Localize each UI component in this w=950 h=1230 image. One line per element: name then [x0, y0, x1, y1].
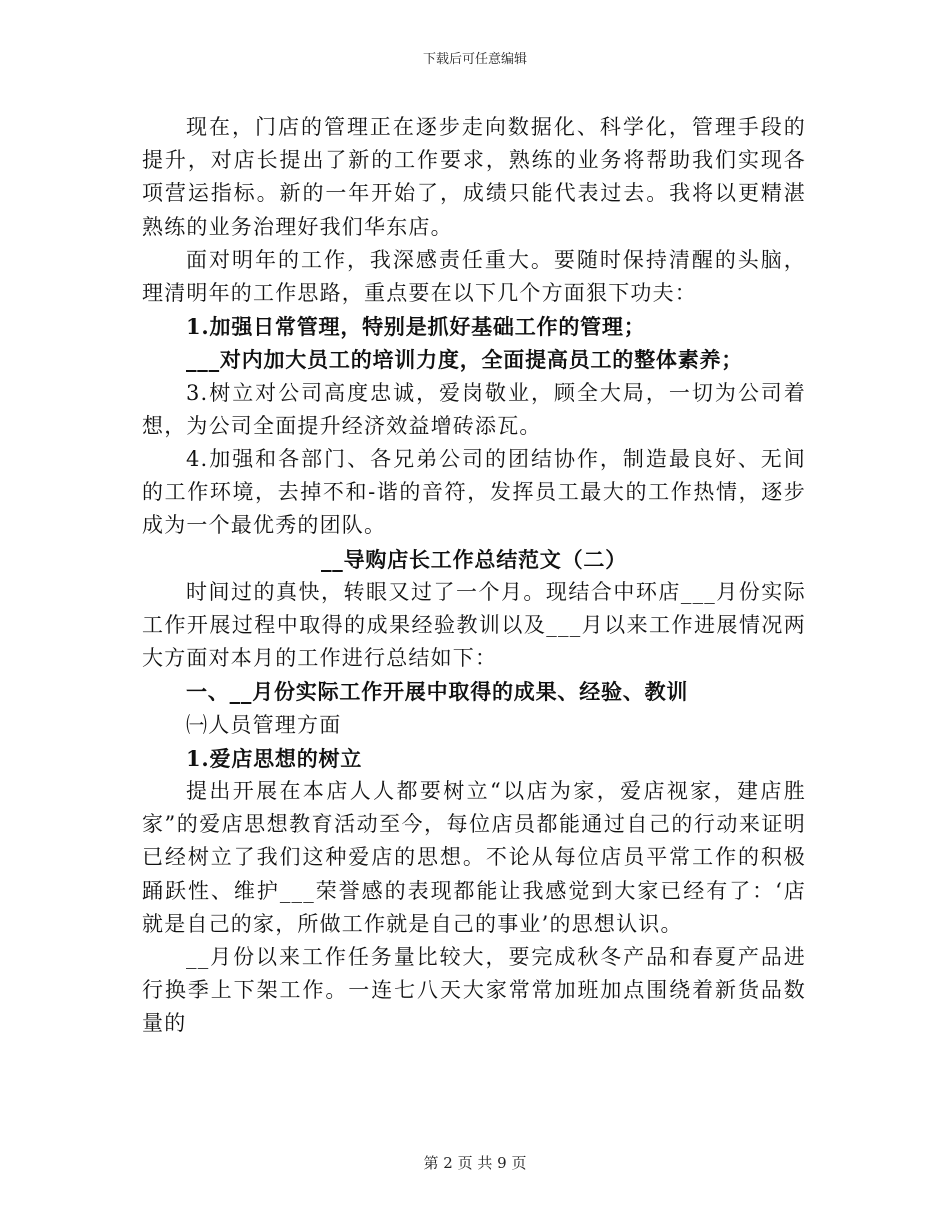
page-header-note: 下载后可任意编辑 — [422, 52, 527, 67]
heading-love-store-mindset: 1.爱店思想的树立 — [186, 745, 363, 771]
heading-personnel-management: ㈠人员管理方面 — [186, 712, 342, 737]
heading-month-results: 一、__月份实际工作开展中取得的成果、经验、教训 — [186, 679, 689, 705]
list-item-staff-training: ___对内加大员工的培训力度，全面提高员工的整体素养； — [186, 347, 744, 373]
paragraph-next-year-work: 面对明年的工作，我深感责任重大。要随时保持清醒的头脑，理清明年的工作思路，重点要在以下几个方面狠下功夫： — [142, 247, 806, 306]
paragraph-love-store-campaign: 提出开展在本店人人都要树立“以店为家，爱店视家，建店胜家”的爱店思想教育活动至今，每位店员都能通过自己的行动来证明已经树立了我们这种爱店的思想。不论从每位店员平常工作的积极踊跃性、维护___荣誉感的表现都能让我感觉到大家已经有了：‘店就是自己的家，所做工作就是自己的事业’的思想认识。 — [142, 779, 806, 936]
paragraph-season-change-work: __月份以来工作任务量比较大，要完成秋冬产品和春夏产品进行换季上下架工作。一连七八天大家常常加班加点围绕着新货品数量的 — [142, 945, 806, 1036]
list-item-daily-management: 1.加强日常管理，特别是抓好基础工作的管理； — [186, 314, 646, 340]
list-item-loyalty: 3.树立对公司高度忠诚，爱岗敬业，顾全大局，一切为公司着想，为公司全面提升经济效益增砖添瓦。 — [142, 380, 806, 438]
paragraph-store-management: 现在，门店的管理正在逐步走向数据化、科学化，管理手段的提升，对店长提出了新的工作要求，熟练的业务将帮助我们实现各项营运指标。新的一年开始了，成绩只能代表过去。我将以更精湛熟练的业务治理好我们华东店。 — [142, 115, 806, 239]
document-body — [142, 111, 806, 1041]
list-item-teamwork: 4.加强和各部门、各兄弟公司的团结协作，制造最良好、无间的工作环境，去掉不和-谐的音符，发挥员工最大的工作热情，逐步成为一个最优秀的团队。 — [142, 447, 806, 538]
page-number: 第 2 页 共 9 页 — [423, 1154, 527, 1172]
paragraph-monthly-summary-intro: 时间过的真快，转眼又过了一个月。现结合中环店___月份实际工作开展过程中取得的成果经验教训以及___月以来工作进展情况两大方面对本月的工作进行总结如下： — [142, 579, 806, 671]
section-title-sample-two: __导购店长工作总结范文（二） — [321, 546, 627, 572]
